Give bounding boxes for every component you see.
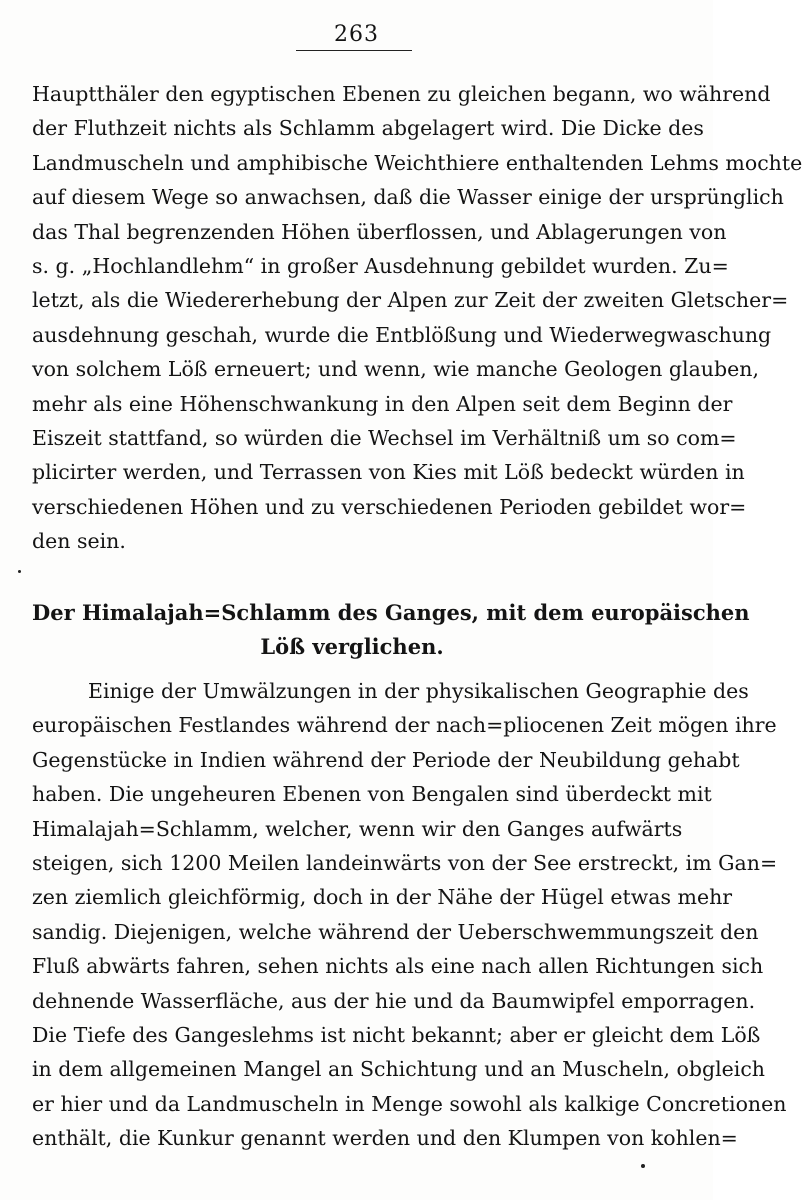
text-line: letzt, als die Wiedererhebung der Alpen zur Zeit der zweiten Gletscher= xyxy=(32,288,789,313)
text-line: haben. Die ungeheuren Ebenen von Bengalen sind überdeckt mit xyxy=(32,782,712,807)
text-line: sandig. Diejenigen, welche während der Ueberschwemmungszeit den xyxy=(32,919,759,944)
text-line: dehnende Wasserfläche, aus der hie und da Baumwipfel emporragen. xyxy=(32,988,756,1013)
text-line: ausdehnung geschah, wurde die Entblößung und Wiederwegwaschung xyxy=(32,322,772,347)
text-line: auf diesem Wege so anwachsen, daß die Wasser einige der ursprünglich xyxy=(32,185,784,210)
page-number-rule xyxy=(296,50,412,51)
paragraph-1 xyxy=(32,77,802,558)
section-heading-line-1: Der Himalajah=Schlamm des Ganges, mit dem europäischen xyxy=(32,600,750,625)
section-heading-line-2: Löß verglichen. xyxy=(260,634,444,659)
text-line: Einige der Umwälzungen in der physikalischen Geographie des xyxy=(88,679,749,703)
text-line: er hier und da Landmuscheln in Menge sowohl als kalkige Concretionen xyxy=(32,1091,787,1116)
text-line: s. g. „Hochlandlehm“ in großer Ausdehnung gebildet wurden. Zu= xyxy=(32,253,729,278)
text-line: der Fluthzeit nichts als Schlamm abgelagert wird. Die Dicke des xyxy=(32,116,704,141)
text-line: mehr als eine Höhenschwankung in den Alpen seit dem Beginn der xyxy=(32,391,733,416)
text-line: Landmuscheln und amphibische Weichthiere enthaltenden Lehms mochte xyxy=(32,150,802,175)
text-line: plicirter werden, und Terrassen von Kies mit Löß bedeckt würden in xyxy=(32,460,745,485)
section-heading xyxy=(32,596,750,664)
text-line: europäischen Festlandes während der nach=pliocenen Zeit mögen ihre xyxy=(32,713,777,738)
text-line: Hauptthäler den egyptischen Ebenen zu gleichen begann, wo während xyxy=(32,82,771,106)
text-line: zen ziemlich gleichförmig, doch in der Nähe der Hügel etwas mehr xyxy=(32,885,733,910)
text-line: Die Tiefe des Gangeslehms ist nicht bekannt; aber er gleicht dem Löß xyxy=(32,1022,761,1047)
text-line: Eiszeit stattfand, so würden die Wechsel im Verhältniß um so com= xyxy=(32,425,737,450)
paragraph-2 xyxy=(32,674,787,1155)
print-speck xyxy=(641,1164,645,1168)
text-line: den sein. xyxy=(32,529,126,554)
print-speck xyxy=(18,570,21,573)
text-line: Himalajah=Schlamm, welcher, wenn wir den Ganges aufwärts xyxy=(32,816,683,841)
page-number: 263 xyxy=(334,22,379,47)
text-line: Gegenstücke in Indien während der Periode der Neubildung gehabt xyxy=(32,747,740,772)
text-line: verschiedenen Höhen und zu verschiedenen Perioden gebildet wor= xyxy=(32,494,747,519)
text-line: von solchem Löß erneuert; und wenn, wie manche Geologen glauben, xyxy=(32,357,759,382)
text-line: enthält, die Kunkur genannt werden und den Klumpen von kohlen= xyxy=(32,1126,738,1151)
text-line: steigen, sich 1200 Meilen landeinwärts von der See erstreckt, im Gan= xyxy=(32,850,778,875)
text-line: Fluß abwärts fahren, sehen nichts als eine nach allen Richtungen sich xyxy=(32,954,764,979)
text-line: in dem allgemeinen Mangel an Schichtung und an Muscheln, obgleich xyxy=(32,1057,766,1082)
text-line: das Thal begrenzenden Höhen überflossen, und Ablagerungen von xyxy=(32,219,727,244)
